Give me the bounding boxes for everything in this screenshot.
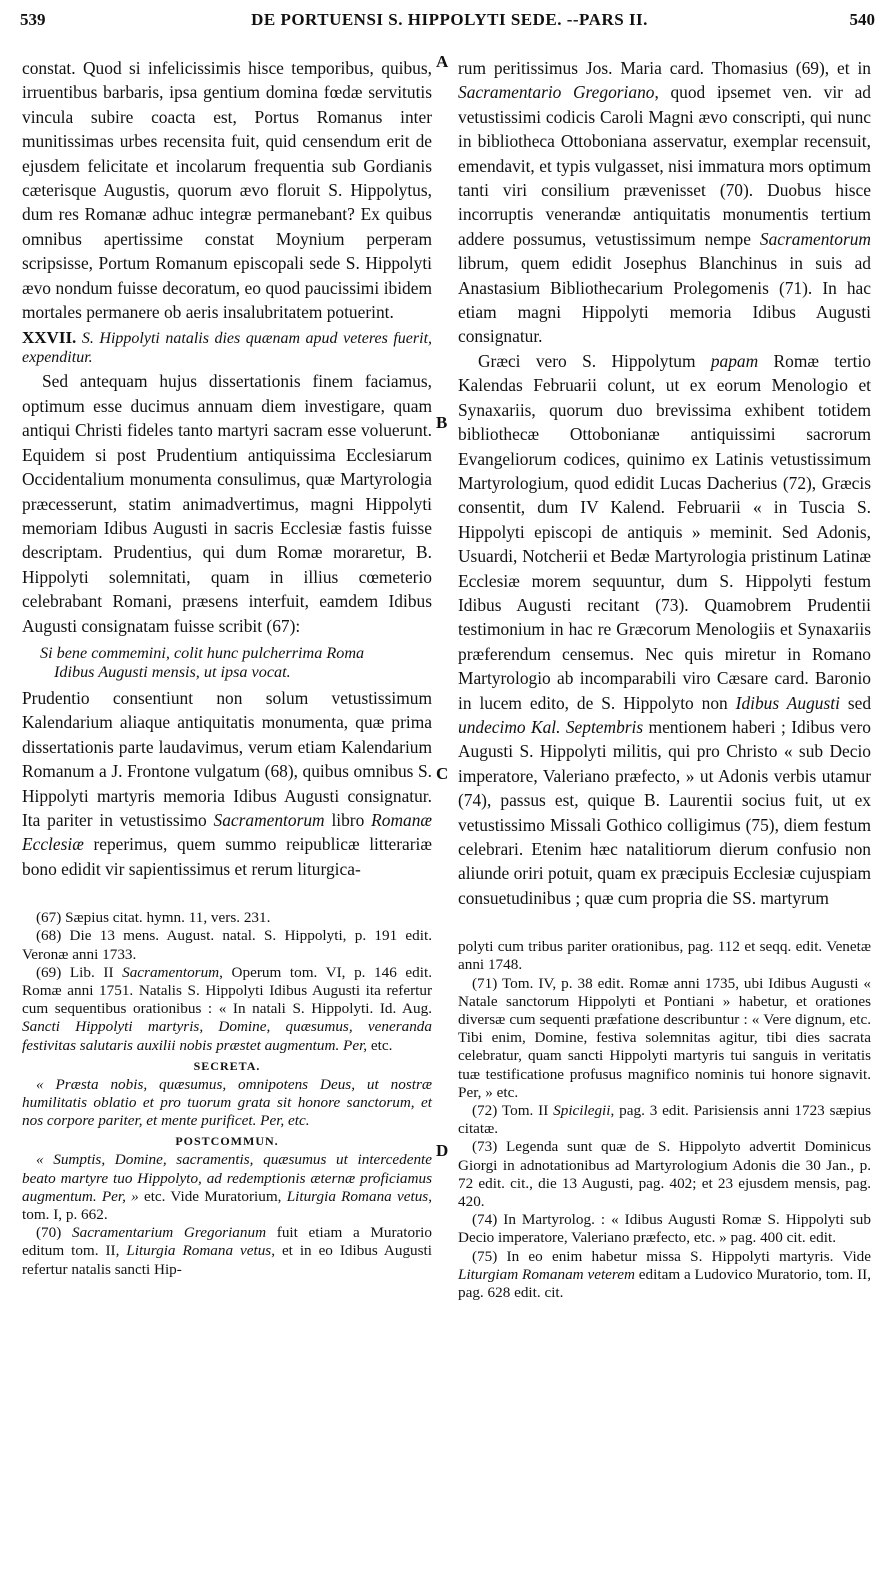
text-run: librum, quem edidit Josephus Blanchinus in suis ad Anastasium Bibliothecarium Prolegomenis (71). In hac etiam magni Hippolyti memoria Idibus Augusti consignatur.: [458, 253, 871, 347]
postcommunion-heading: POSTCOMMUN.: [175, 1134, 279, 1149]
text-run: , tom. I, p. 662.: [22, 1187, 432, 1224]
margin-letter-b: B: [436, 413, 448, 432]
text-run: reperimus, quem summo reipublicæ litterariæ bono edidit vir sapientissimus et rerum liturgica-: [22, 834, 432, 879]
paragraph: Sed antequam hujus dissertationis finem faciamus, optimum esse ducimus annuam diem investigare, quam antiqui Christi fideles tanto martyri sacram esse voluerunt. Equidem si post Prudentium antiquissima Ecclesiarum Occidentalium monumenta consulimus, quæ Martyrologia præcesserunt, statim animadvertimus, magni Hippolyti memoriam Idibus Augusti in sacris Ecclesiæ fastis fuisse descriptam. Prudentius, qui dum Romæ moraretur, B. Hippolyti solemnitati, quam in illius cœmeterio celebrabant Romani, præsens interfuit, eamdem Idibus Augusti consignatam fuisse scribit (67):: [22, 371, 432, 636]
page-number-left: 539: [20, 10, 46, 29]
left-column: [22, 56, 432, 1279]
text-run: , quod ipsemet ven. vir ad vetustissimi codicis Caroli Magni ævo conscripti, qui nunc in bibliotheca Ottoboniana asservatur, exemplar recensuit, emendavit, et typis vulgasset, nisi immatura mors optimum tanti viri consilium prævenisset (70). Duobus hisce incorruptis venerandæ antiquitatis monumentis tertium addere possumus, vetustissimum nempe: [458, 82, 871, 249]
italic-run: Sacramentorum: [122, 963, 220, 981]
running-title: DE PORTUENSI S. HIPPOLYTI SEDE. --PARS II.: [251, 10, 648, 29]
footnotes-right: [458, 938, 871, 1302]
verse-line: Si bene commemini, colit hunc pulcherrima Roma: [40, 643, 365, 662]
text-run: etc.: [367, 1036, 393, 1054]
text-run: Romæ tertio Kalendas Februarii colunt, ut ex eorum Menologio et Synaxariis, quorum duo brevissima exhibent totidem bibliothecæ Ottobonianæ antiquissimi sacrorum Evangeliorum codices, quinimo ex Latinis vetustissimum Martyrologium, quod edidit Lucas Dacherius (72), Græcis consentit, dum IV Kalend. Februarii « in Tuscia S. Hippolyti episcopi de antiquis » meminit. Sed Adonis, Usuardi, Notcherii et Bedæ Martyrologia pristinum Latinæ Ecclesiæ morem sequuntur, dum S. Hippolyti festum Idibus Augusti recitant (73). Quamobrem Prudentii testimonium in hac re Græcorum Menologiis et Synaxariis præferendum censemus. Nec quis miretur in Romano Martyrologio ab incomparabili viro Cæsare card. Baronio in lucem edito, de S. Hippolyto non: [458, 350, 871, 713]
text-run: fuit etiam a Muratorio editum tom. II,: [22, 1224, 432, 1260]
paragraph: [458, 56, 871, 349]
text-run: , pag. 3 edit. Parisiensis anni 1723 sæpius citatæ.: [458, 1102, 871, 1138]
footnote-72: [458, 1102, 871, 1138]
text-run: etc. Vide Muratorium,: [138, 1187, 287, 1205]
section-number: XXVII.: [22, 328, 77, 348]
italic-run: « Sumptis, Domine, sacramentis, quæsumus ut intercedente beato martyre tuo Hippolyto, ad redemptionis æternæ proficiamus augmentum. Per, »: [22, 1151, 432, 1205]
verse-line: Idibus Augusti mensis, ut ipsa vocat.: [54, 662, 291, 681]
margin-letter-c: C: [436, 764, 449, 783]
secreta-text: « Præsta nobis, quæsumus, omnipotens Deus, ut nostræ humilitatis oblatio et pro tuorum grata sit honore sanctorum, et nos corpore pariter, et mente purificet. Per, etc.: [22, 1075, 432, 1130]
italic-run: Sacramentorum: [759, 228, 871, 249]
footnote-71: (71) Tom. IV, p. 38 edit. Romæ anni 1735, ubi Idibus Augusti « Natale sanctorum Hippolyti et Pontiani » habetur, et orationes diversæ cum sequenti præfatione describuntur : « Vere dignum, etc. Tibi enim, Domine, festiva solemnitas agitur, tibi dies sacrata celebratur, quam sancti Hippolyti martyris tui sanguis in veritatis tuæ testificatione profusus magnifico nominis tui honore signavit. Per, » etc.: [458, 974, 871, 1101]
right-column: [458, 56, 871, 1302]
footnote-67: (67) Sæpius citat. hymn. 11, vers. 231.: [36, 909, 271, 927]
text-run: (70): [36, 1224, 72, 1242]
text-run: rum peritissimus Jos. Maria card. Thomasius (69), et in: [458, 58, 871, 78]
text-run: Græci vero S. Hippolytum: [478, 350, 711, 371]
footnote-73: (73) Legenda sunt quæ de S. Hippolyto advertit Dominicus Giorgi in adnotationibus ad Martyrologium Adonis die 30 Jan., p. 72 edit. cit., die 13 Augusti, pag. 402; et 23 ejusdem mensis, pag. 420.: [458, 1138, 871, 1211]
text-run: libro: [324, 809, 372, 830]
footnote-69-continued: polyti cum tribus pariter orationibus, pag. 112 et seqq. edit. Venetæ anni 1748.: [458, 938, 871, 974]
italic-run: Romanæ Ecclesiæ: [22, 809, 432, 855]
text-run: , et in eo Idibus Augusti refertur natalis sancti Hip-: [22, 1242, 432, 1278]
text-run: (75) In eo enim habetur missa S. Hippolyti martyris. Vide: [472, 1247, 871, 1265]
footnotes-left: [22, 909, 432, 1279]
italic-run: Sacramentarium Gregorianum: [72, 1224, 267, 1242]
left-body-text: [22, 56, 432, 881]
text-run: Prudentio consentiunt non solum vetustissimum Kalendarium aliaque antiquitatis monumenta, quæ prima dissertationis parte laudavimus, verum etiam Kalendarium Romanum a J. Frontone vulgatum (68), quibus omnibus S. Hippolyti martyris memoria Idibus Augusti consignatur. Ita pariter in vetustissimo: [22, 687, 432, 830]
text-run: sed: [839, 692, 872, 713]
section-title: S. Hippolyti natalis dies quænam apud veteres fuerit, expenditur.: [22, 330, 433, 367]
paragraph: constat. Quod si infelicissimis hisce temporibus, quibus, irruentibus barbaris, ipsa gentium domina fœdæ servitutis vincula subire coacta est, Portus Romanus inter munitissimas urbes recensita fuit, quid censendum erit de ejusdem felicitate et incolarum frequentia sub Gordianis cæterisque Augustis, quorum ævo floruit S. Hippolytus, dum res Romanæ adhuc integræ permanebant? Ex quibus omnibus apertissime constat Moynium perperam scripsisse, Portum Romanum episcopali sede S. Hippolyti ævo nondum fuisse decoratum, eo quod paucissimi ibidem mortales permanere ob aeris insalubritatem potuerint.: [22, 58, 432, 323]
footnote-75: [458, 1248, 871, 1303]
page-number-right: 540: [849, 10, 875, 29]
footnote-70: [22, 1224, 432, 1279]
italic-run: Liturgia Romana vetus: [286, 1187, 429, 1205]
text-run: mentionem haberi ; Idibus vero Augusti S. Hippolyti militis, qui pro Christo « sub Decio imperatore, Valeriano præfecto, » ut Adonis verbis utamur (74), passus est, quique B. Laurentii socius fuit, ut ex vetustissimo Missali Gothico colligimus (75), diem festum celebrari. Etenim hæc natalitiorum dierum confusio non aliunde oriri potuit, quam ex præcipuis Ecclesiæ cujuspiam consuetudinibus ; quæ cum propria die SS. martyrum: [458, 716, 872, 908]
italic-run: Liturgiam Romanam veterem: [458, 1265, 635, 1283]
italic-run: Sacramentario Gregoriano: [458, 82, 655, 103]
secreta-heading: SECRETA.: [193, 1058, 261, 1073]
paragraph: [22, 686, 432, 881]
verse-quote: [40, 644, 432, 682]
italic-run: Idibus Augusti: [735, 692, 840, 713]
italic-run: Sancti Hippolyti martyris, Domine, quæsumus, veneranda festivitas salutaris auxilii nobis præstet augmentum. Per,: [22, 1018, 432, 1054]
italic-run: papam: [710, 350, 759, 371]
text-run: (72) Tom. II: [472, 1102, 554, 1120]
section-heading: [22, 328, 432, 367]
italic-run: Sacramentorum: [213, 809, 325, 830]
footnote-68: (68) Die 13 mens. August. natal. S. Hippolyti, p. 191 edit. Veronæ anni 1733.: [22, 927, 432, 963]
postcommunion-text: [22, 1151, 432, 1224]
text-run: editam a Ludovico Muratorio, tom. II, pag. 628 edit. cit.: [458, 1265, 871, 1302]
right-body-text: [458, 56, 871, 910]
running-header: [20, 4, 879, 36]
paragraph: [458, 349, 871, 910]
italic-run: Liturgia Romana vetus: [126, 1242, 272, 1260]
text-run: , Operum tom. VI, p. 146 edit. Romæ anni 1751. Natalis S. Hippolyti Idibus Augusti ita refertur cum sequentibus orationibus : « In natali S. Hippolyti. Id. Aug.: [22, 963, 433, 1018]
margin-letter-d: D: [436, 1141, 449, 1160]
footnote-69: [22, 964, 432, 1055]
italic-run: undecimo Kal. Septembris: [458, 716, 644, 737]
footnote-74: (74) In Martyrolog. : « Idibus Augusti Romæ S. Hippolyti sub Decio imperatore, Valeriano præfecto, etc. » pag. 400 cit. edit.: [458, 1211, 871, 1247]
text-run: (69) Lib. II: [36, 963, 123, 981]
italic-run: Spicilegii: [553, 1102, 611, 1120]
margin-letter-a: A: [436, 52, 449, 71]
